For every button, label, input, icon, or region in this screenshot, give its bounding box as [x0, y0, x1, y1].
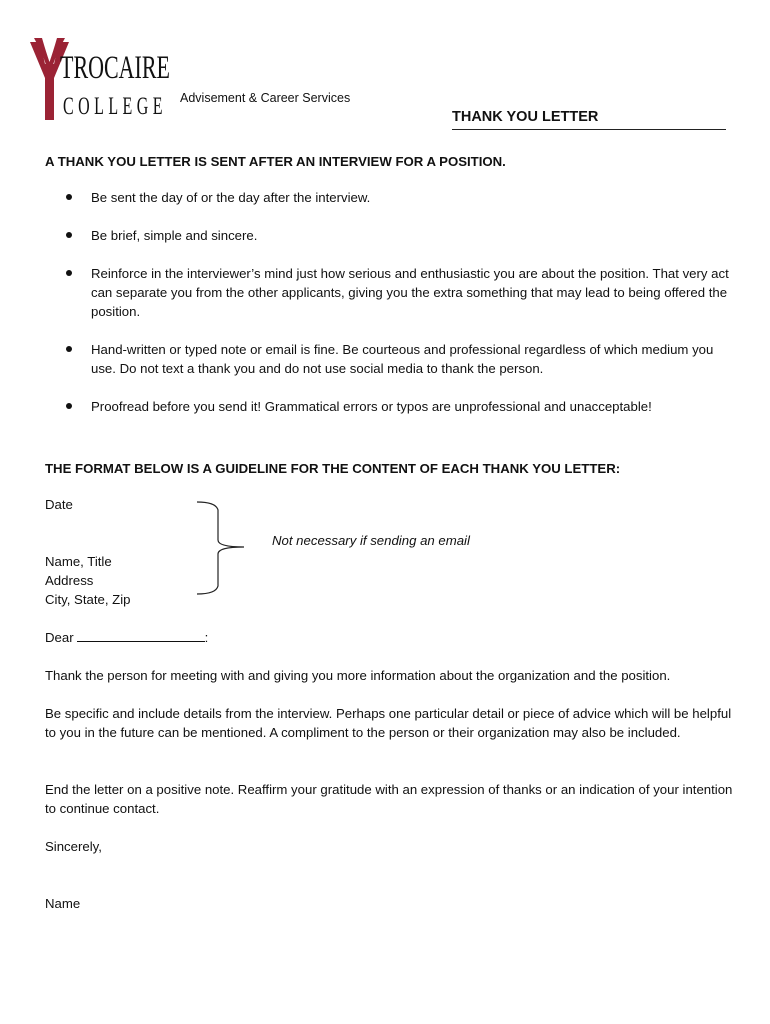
bullet-icon: [66, 346, 72, 352]
recipient-blank-line: [77, 628, 205, 642]
format-city-state-zip: City, State, Zip: [45, 592, 131, 607]
guideline-paragraph-3: End the letter on a positive note. Reaffirm your gratitude with an expression of thanks or an indication of your intention to continue contact.: [45, 782, 733, 816]
title-underline: [452, 129, 726, 130]
salutation: Dear :: [45, 630, 209, 645]
bullet-icon: [66, 194, 72, 200]
brace-icon: [196, 500, 256, 600]
signature-name: Name: [45, 896, 81, 911]
format-address: Address: [45, 573, 94, 588]
list-item: Hand-written or typed note or email is fine. Be courteous and professional regardless of which medium you use. Do not text a thank you and do not use social media to thank the person.: [66, 340, 736, 378]
page-title: THANK YOU LETTER: [452, 109, 599, 125]
logo-wordmark-trocaire: TROCAIRE: [60, 50, 170, 86]
closing: Sincerely,: [45, 839, 102, 854]
email-note: Not necessary if sending an email: [272, 533, 470, 548]
intro-heading: A THANK YOU LETTER IS SENT AFTER AN INTERVIEW FOR A POSITION.: [45, 154, 506, 169]
tips-list: [66, 188, 736, 435]
list-item: Proofread before you send it! Grammatical errors or typos are unprofessional and unacceptable!: [66, 397, 736, 416]
bullet-icon: [66, 232, 72, 238]
trocaire-logo: [30, 38, 180, 122]
format-name-title: Name, Title: [45, 554, 112, 569]
format-date: Date: [45, 497, 73, 512]
bullet-icon: [66, 270, 72, 276]
list-item: Reinforce in the interviewer’s mind just how serious and enthusiastic you are about the position. That very act can separate you from the other applicants, giving you the extra something that may lead to being offered the position.: [66, 264, 736, 321]
department-name: Advisement & Career Services: [180, 91, 351, 105]
logo-mark-icon: [30, 38, 180, 122]
list-item: Be brief, simple and sincere.: [66, 226, 736, 245]
list-item: Be sent the day of or the day after the interview.: [66, 188, 736, 207]
logo-wordmark-college: COLLEGE: [63, 93, 167, 120]
bullet-icon: [66, 403, 72, 409]
guideline-paragraph-2: Be specific and include details from the interview. Perhaps one particular detail or piece of advice which will be helpful to you in the future can be mentioned. A compliment to the person or their organization may also be included.: [45, 706, 732, 740]
guideline-paragraph-1: Thank the person for meeting with and giving you more information about the organization and the position.: [45, 668, 671, 683]
format-heading: THE FORMAT BELOW IS A GUIDELINE FOR THE CONTENT OF EACH THANK YOU LETTER:: [45, 461, 621, 476]
